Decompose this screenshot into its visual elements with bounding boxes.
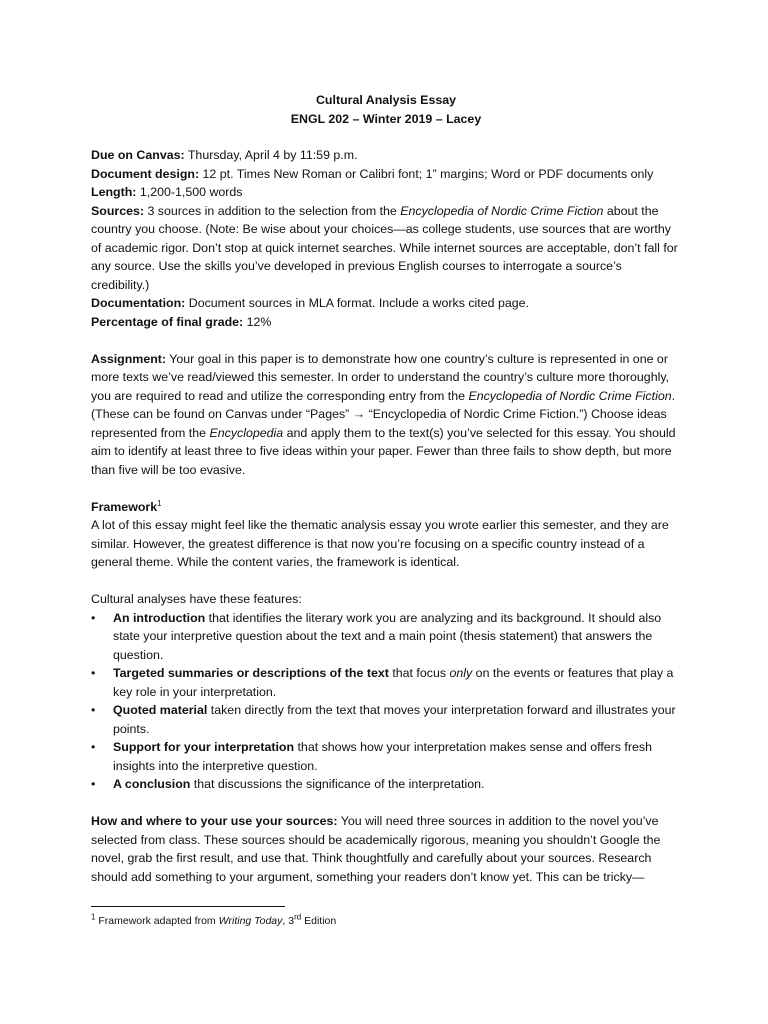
footnote-divider [91,906,285,907]
features-list [91,609,681,794]
title-block [91,91,681,128]
course-line: ENGL 202 – Winter 2019 – Lacey [290,111,482,126]
sources-line: Sources: 3 sources in addition to the selection from the Encyclopedia of Nordic Crime Fiction about the country you choose. (Note: Be wise about your choices—as college students, use sources that are worthy of academic rigor. Don’t stop at quick internet searches. While internet sources are acceptable, don’t fall for any source. Use the skills you’ve developed in previous English courses to interrogate a source’s credibility.) [91,203,678,292]
list-item: • Targeted summaries or descriptions of the text that focus only on the events or features that play a key role in your interpretation. [91,666,674,699]
framework-paragraph: A lot of this essay might feel like the thematic analysis essay you wrote earlier this semester, and they are similar. However, the greatest difference is that now you’re focusing on a specific country instead of a general theme. While the content varies, the framework is identical. [91,518,669,569]
document-title: Cultural Analysis Essay [315,93,457,107]
due-line: Due on Canvas: Thursday, April 4 by 11:59 p.m. [91,148,358,162]
footnote-ref: 1 [157,498,162,508]
assignment-paragraph: Assignment: Your goal in this paper is to demonstrate how one country’s culture is represented in one or more texts we’ve read/viewed this semester. In order to understand the country’s culture more thoroughly, you are required to read and utilize the corresponding entry from the Encyclopedia of Nordic Crime Fiction. (These can be found on Canvas under “Pages” → “Encyclopedia of Nordic Crime Fiction.”) Choose ideas represented from the Encyclopedia and apply them to the text(s) you’ve selected for this essay. You should aim to identify at least three to five ideas within your paper. Fewer than three fails to show depth, but more than five will be too evasive. [91,351,676,477]
list-item: • Support for your interpretation that shows how your interpretation makes sense and offers fresh insights into the interpretive question. [91,740,652,773]
assignment-details [91,146,681,331]
grade-line: Percentage of final grade: 12% [91,314,272,329]
list-item: • An introduction that identifies the literary work you are analyzing and its background. It should also state your interpretive question about the text and a main point (thesis statement) that answers the question. [91,610,662,662]
design-line: Document design: 12 pt. Times New Roman or Calibri font; 1” margins; Word or PDF documents only [91,166,654,181]
documentation-line: Documentation: Document sources in MLA format. Include a works cited page. [91,296,529,310]
footnote: $^1$ Framework adapted from Writing Today, 3rd Edition [91,912,337,927]
sources-paragraph: How and where to your use your sources: You will need three sources in addition to the novel you’ve selected from class. These sources should be academically rigorous, meaning you shouldn’t Google the novel, grab the first result, and use that. Think thoughtfully and carefully about your sources. Research should add something to your argument, something your readers don’t know yet. This can be tricky— [91,814,661,884]
document-body [91,91,681,886]
features-intro: Cultural analyses have these features: [91,592,302,606]
framework-heading: Framework$^1$ [91,498,162,514]
length-line: Length: 1,200-1,500 words [91,185,243,199]
list-item: • A conclusion that discussions the significance of the interpretation. [91,777,485,791]
list-item: • Quoted material taken directly from the text that moves your interpretation forward and illustrates your points. [91,703,676,736]
